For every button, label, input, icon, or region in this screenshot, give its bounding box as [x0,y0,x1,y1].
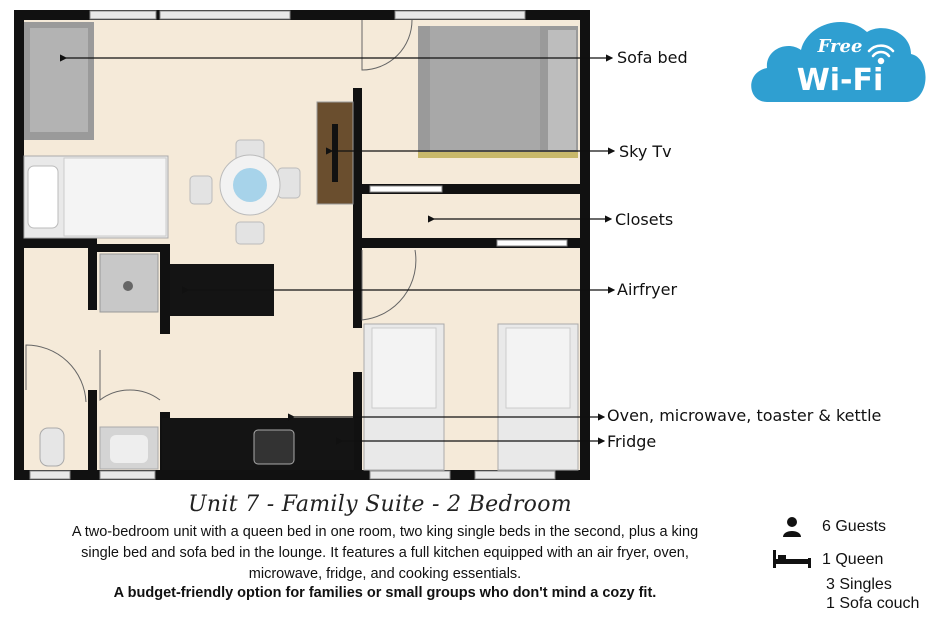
label-closets: Closets [615,210,674,229]
queen-bed [418,26,578,158]
description-line-3: microwave, fridge, and cooking essentials. [248,566,522,582]
sofa-bed [24,22,94,140]
description-line-1: A two-bedroom unit with a queen bed in one room, two king single beds in the second, plus a king [71,524,699,540]
bed-icon [772,548,812,570]
label-sky-tv: Sky Tv [619,142,672,161]
person-icon [781,516,803,538]
shower [100,254,158,312]
sofa-count: 1 Sofa couch [826,595,920,612]
lounge-single-bed [24,156,168,238]
label-airfryer: Airfryer [617,280,678,299]
tv-unit [317,102,353,204]
singles-count: 3 Singles [826,576,892,593]
wifi-badge [745,10,930,110]
label-oven: Oven, microwave, toaster & kettle [607,406,882,425]
queen-count: 1 Queen [822,551,884,568]
label-sofa-bed: Sofa bed [617,48,688,67]
label-fridge: Fridge [607,432,657,451]
wifi-text: Wi-Fi [796,63,884,98]
unit-description [30,522,740,585]
unit-title: Unit 7 - Family Suite - 2 Bedroom [188,492,572,517]
wifi-free-text: Free [817,36,863,57]
description-line-2: single bed and sofa bed in the lounge. It features a full kitchen equipped with an air fryer, oven, [81,545,689,561]
guest-count: 6 Guests [822,518,887,535]
unit-tagline: A budget-friendly option for families or small groups who don't mind a cozy fit. [113,585,657,601]
